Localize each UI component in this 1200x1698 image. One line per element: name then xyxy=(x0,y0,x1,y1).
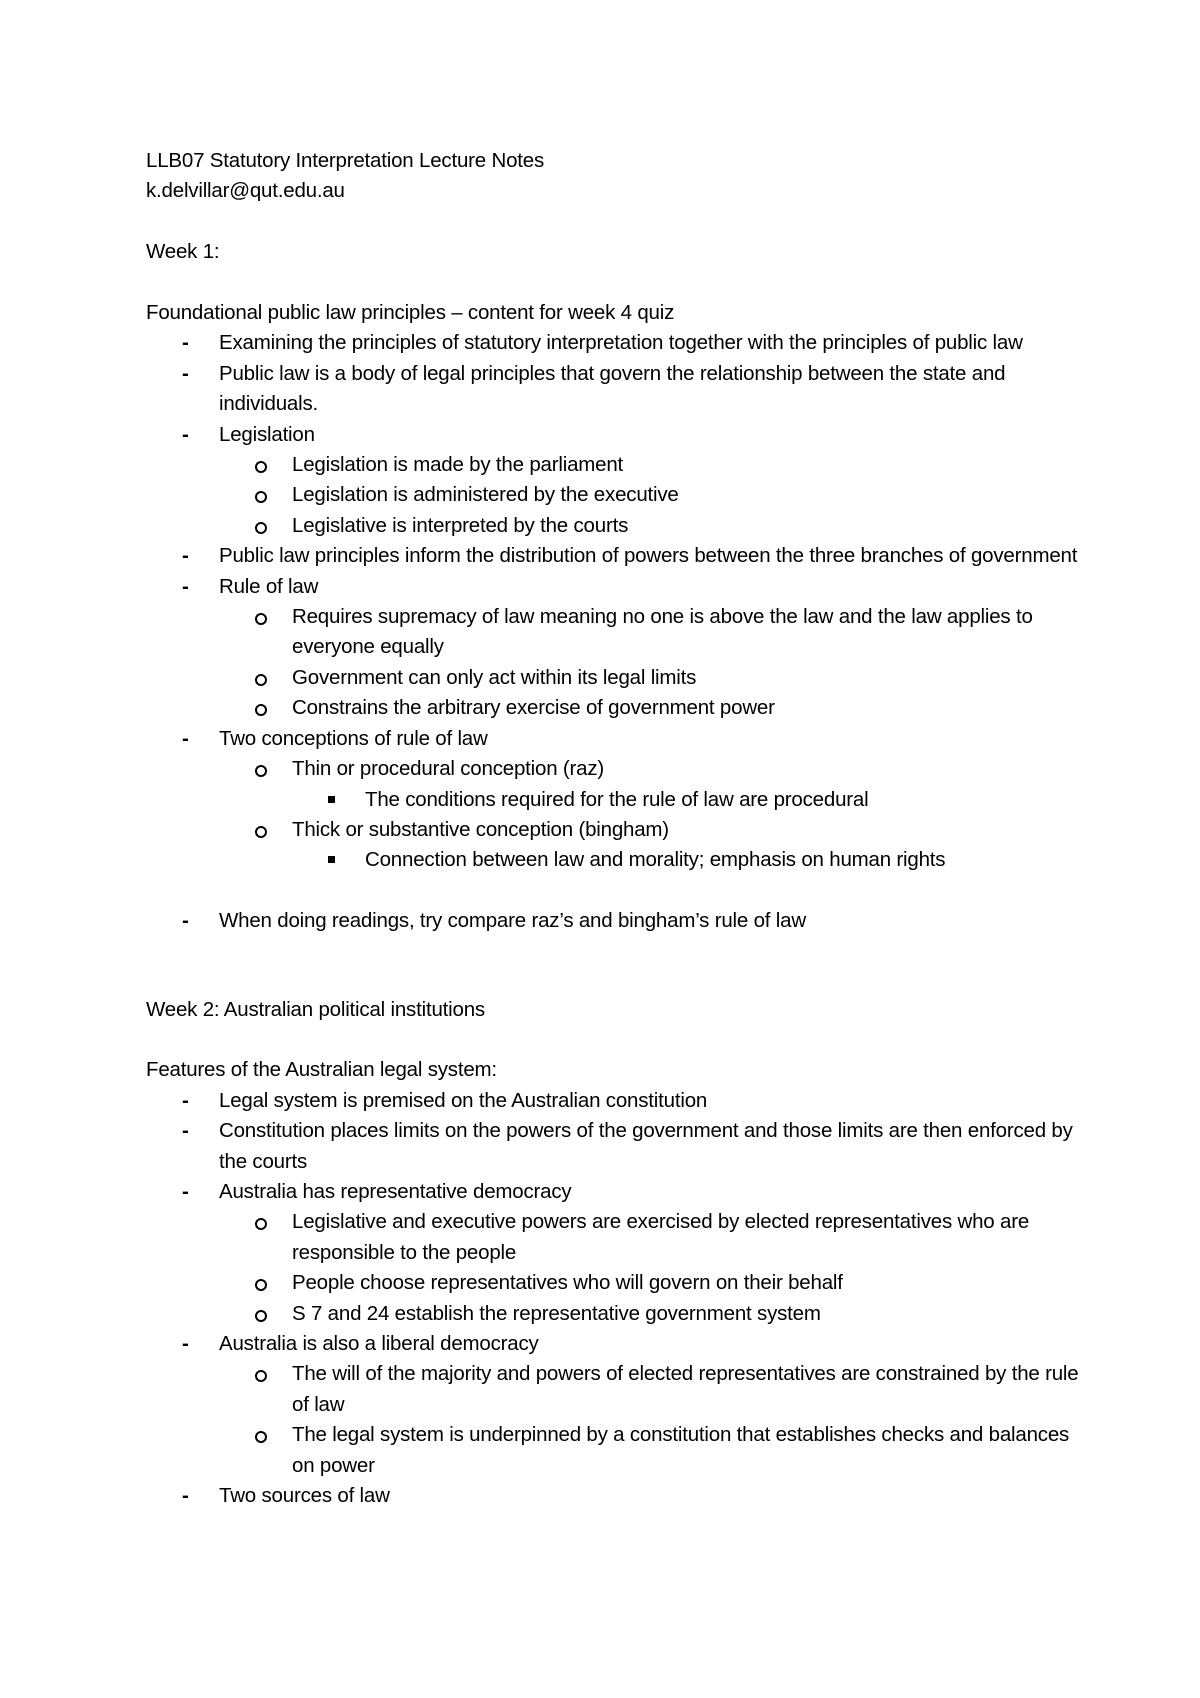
list-item: - Australia has representative democracy xyxy=(146,1177,1081,1207)
dash-bullet: - xyxy=(182,1484,189,1507)
list-item: - Rule of law xyxy=(146,572,1081,602)
week-1-subheading: Foundational public law principles – content for week 4 quiz xyxy=(146,301,675,324)
list-item: Requires supremacy of law meaning no one is above the law and the law applies to everyone equally xyxy=(146,602,1081,663)
circle-bullet-icon xyxy=(255,765,267,777)
list-item: S 7 and 24 establish the representative government system xyxy=(146,1299,1081,1329)
list-item: The will of the majority and powers of elected representatives are constrained by the rule of law xyxy=(146,1359,1081,1420)
circle-bullet-icon xyxy=(255,491,267,503)
list-item: Thin or procedural conception (raz) xyxy=(146,754,1081,784)
circle-bullet-icon xyxy=(255,613,267,625)
circle-bullet-icon xyxy=(255,522,267,534)
list-item: The conditions required for the rule of law are procedural xyxy=(146,785,1081,815)
list-item: - Constitution places limits on the powers of the government and those limits are then enforced by the courts xyxy=(146,1116,1081,1177)
list-item: Connection between law and morality; emphasis on human rights xyxy=(146,845,1081,875)
circle-bullet-icon xyxy=(255,1310,267,1322)
week-1-list xyxy=(146,328,1081,875)
list-item: - Australia is also a liberal democracy xyxy=(146,1329,1081,1359)
list-item: Constrains the arbitrary exercise of government power xyxy=(146,693,1081,723)
square-bullet-icon xyxy=(328,796,335,803)
list-item: - Two sources of law xyxy=(146,1481,1081,1511)
circle-bullet-icon xyxy=(255,1431,267,1443)
circle-bullet-icon xyxy=(255,1218,267,1230)
dash-bullet: - xyxy=(182,1179,189,1203)
circle-bullet-icon xyxy=(255,704,267,716)
list-item: Legislation is made by the parliament xyxy=(146,450,1081,480)
list-item: Legislative and executive powers are exercised by elected representatives who are responsible to the people xyxy=(146,1207,1081,1268)
dash-bullet: - xyxy=(182,1331,189,1355)
list-item: Government can only act within its legal limits xyxy=(146,663,1081,693)
circle-bullet-icon xyxy=(255,461,267,473)
week-1-list-tail xyxy=(146,906,1081,936)
week-2-subheading: Features of the Australian legal system: xyxy=(146,1058,497,1082)
dash-bullet: - xyxy=(182,544,189,568)
week-2-list xyxy=(146,1086,1081,1512)
list-item: - Two conceptions of rule of law xyxy=(146,724,1081,754)
document-title: LLB07 Statutory Interpretation Lecture Notes xyxy=(146,149,545,172)
circle-bullet-icon xyxy=(255,1279,267,1291)
list-item: The legal system is underpinned by a constitution that establishes checks and balances on power xyxy=(146,1420,1081,1481)
circle-bullet-icon xyxy=(255,1370,267,1382)
dash-bullet: - xyxy=(182,909,189,933)
list-item: - Legislation xyxy=(146,420,1081,450)
list-item: Thick or substantive conception (bingham) xyxy=(146,815,1081,845)
author-email: k.delvillar@qut.edu.au xyxy=(146,179,345,203)
list-item: - Examining the principles of statutory interpretation together with the principles of public law xyxy=(146,328,1081,358)
circle-bullet-icon xyxy=(255,826,267,838)
dash-bullet: - xyxy=(182,726,189,750)
circle-bullet-icon xyxy=(255,674,267,686)
list-item: Legislation is administered by the executive xyxy=(146,480,1081,510)
week-2-heading: Week 2: Australian political institutions xyxy=(146,997,485,1021)
dash-bullet: - xyxy=(182,574,189,598)
list-item: - Public law is a body of legal principles that govern the relationship between the state and individuals. xyxy=(146,359,1081,420)
list-item: - Public law principles inform the distribution of powers between the three branches of government xyxy=(146,541,1081,571)
dash-bullet: - xyxy=(182,1119,189,1143)
dash-bullet: - xyxy=(182,361,189,385)
list-item: People choose representatives who will govern on their behalf xyxy=(146,1268,1081,1298)
dash-bullet: - xyxy=(182,1088,189,1112)
lecture-notes xyxy=(146,146,1081,1511)
list-item: - When doing readings, try compare raz’s and bingham’s rule of law xyxy=(146,906,1081,936)
dash-bullet: - xyxy=(182,331,189,355)
square-bullet-icon xyxy=(328,856,335,863)
dash-bullet: - xyxy=(182,422,189,446)
list-item: - Legal system is premised on the Australian constitution xyxy=(146,1086,1081,1116)
week-1-heading: Week 1: xyxy=(146,240,220,264)
list-item: Legislative is interpreted by the courts xyxy=(146,511,1081,541)
